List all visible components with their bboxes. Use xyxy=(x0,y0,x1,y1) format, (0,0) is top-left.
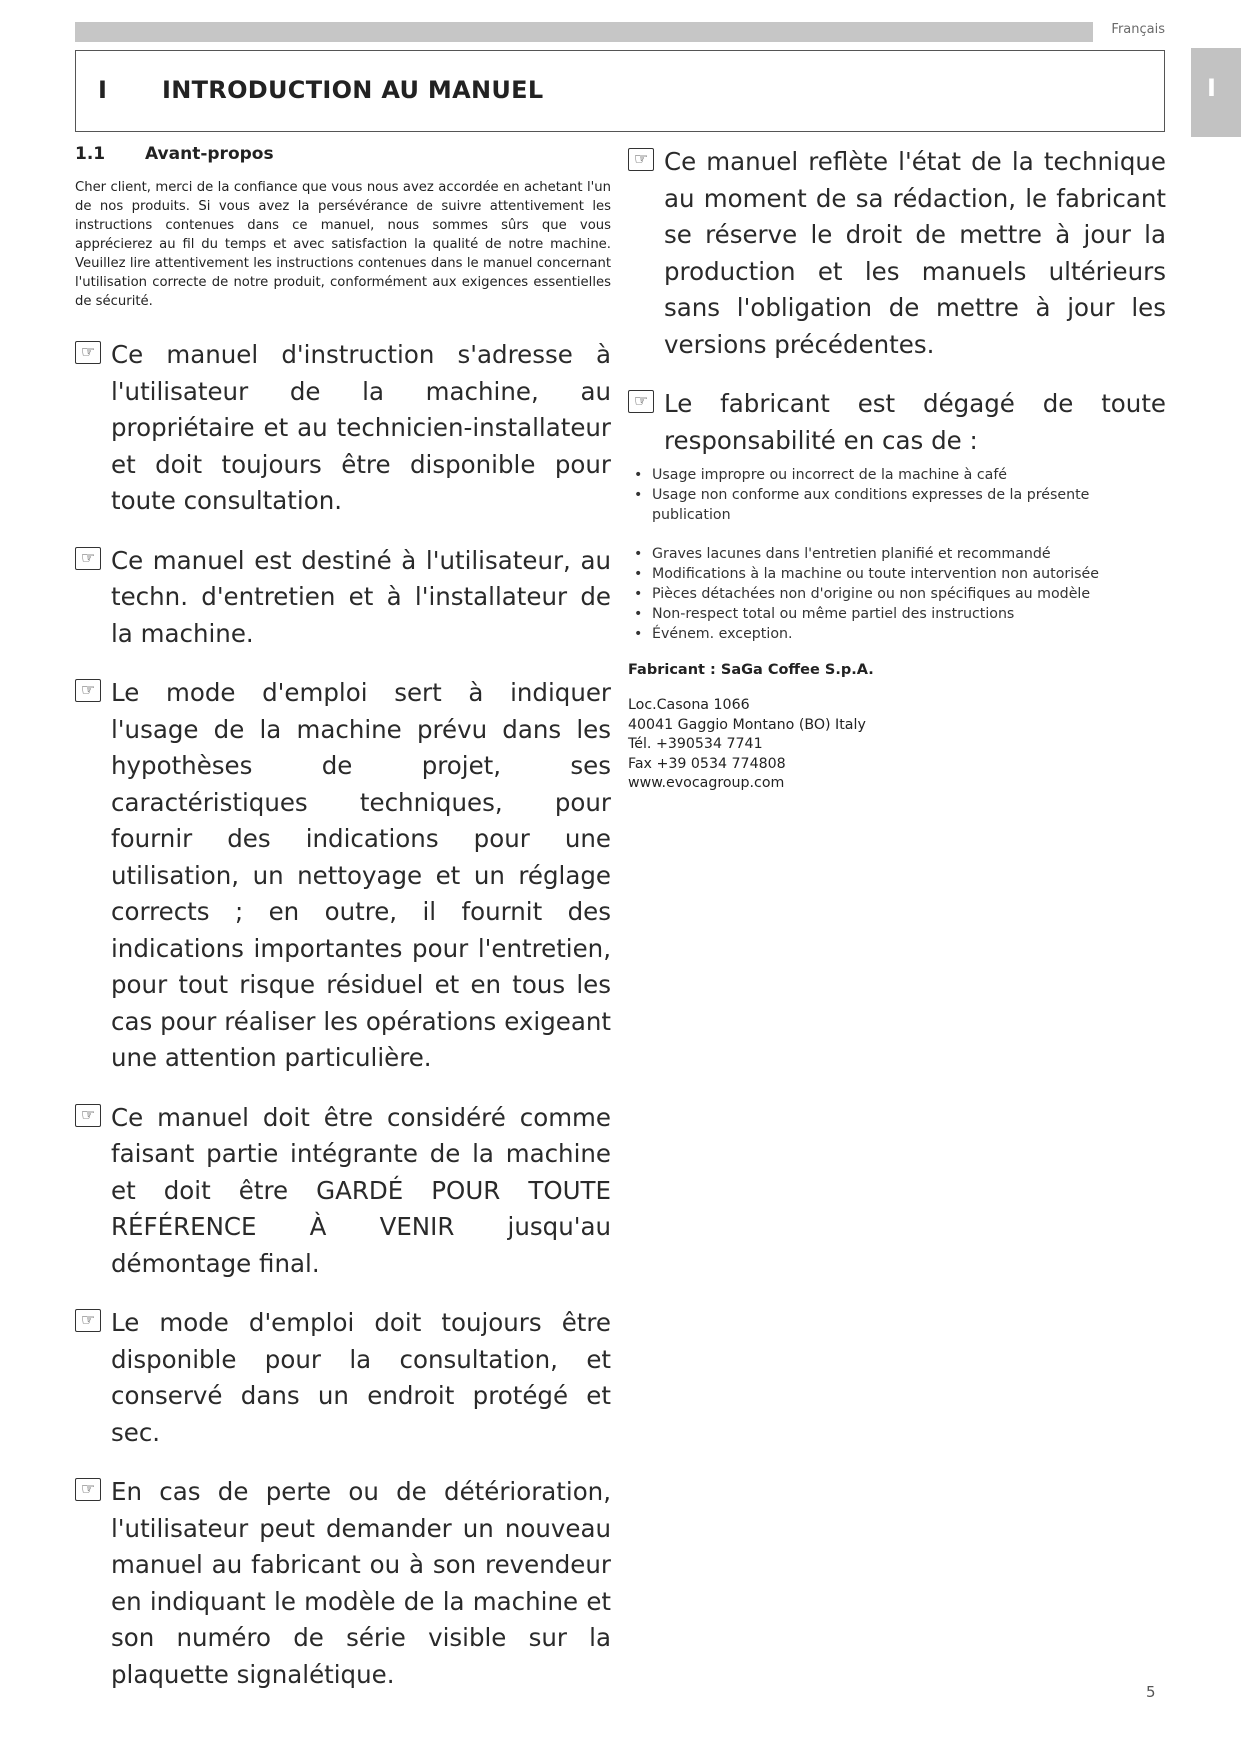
list-item: • Modifications à la machine ou toute intervention non autorisée xyxy=(632,564,1166,584)
section-heading xyxy=(75,144,611,164)
chapter-number: I xyxy=(98,76,107,104)
note-item xyxy=(75,543,611,653)
pointing-hand-icon: ☞ xyxy=(75,1309,101,1332)
note-text: Ce manuel doit être considéré comme faisant partie intégrante de la machine et doit être GARDÉ POUR TOUTE RÉFÉRENCE À VENIR jusqu'au démontage final. xyxy=(111,1102,611,1278)
website-line: www.evocagroup.com xyxy=(628,775,785,791)
pointing-hand-icon: ☞ xyxy=(75,341,101,364)
phone-line: Tél. +390534 7741 xyxy=(628,736,763,752)
address-line: Loc.Casona 1066 xyxy=(628,697,750,713)
language-label: Français xyxy=(1111,22,1165,37)
note-item xyxy=(75,1474,611,1693)
note-text: Le mode d'emploi doit toujours être disponible pour la consultation, et conservé dans un endroit protégé et sec. xyxy=(111,1308,611,1447)
pointing-hand-icon: ☞ xyxy=(628,390,654,413)
chapter-heading xyxy=(75,50,1165,132)
page-number: 5 xyxy=(1146,1683,1156,1701)
list-item: • Pièces détachées non d'origine ou non spécifiques au modèle xyxy=(632,584,1166,604)
list-item: • Non-respect total ou même partiel des instructions xyxy=(632,604,1166,624)
section-title: Avant-propos xyxy=(145,144,274,164)
intro-paragraph: Cher client, merci de la confiance que vous nous avez accordée en achetant l'un de nos produits. Si vous avez la persévérance de suivre attentivement les instructions contenues dans ce manuel, nous sommes sûrs que vous apprécierez au fil du temps et avec satisfaction la qualité de notre machine. Veuillez lire attentivement les instructions contenues dans le manuel concernant l'utilisation correcte de notre produit, conformément aux exigences essentielles de sécurité. xyxy=(75,180,611,309)
manufacturer-title: Fabricant : SaGa Coffee S.p.A. xyxy=(628,662,874,678)
manufacturer-address xyxy=(628,696,1166,794)
liability-list xyxy=(628,465,1166,525)
note-item xyxy=(75,1100,611,1283)
pointing-hand-icon: ☞ xyxy=(75,1478,101,1501)
note-text: Le fabricant est dégagé de toute responsabilité en cas de : xyxy=(664,389,1166,455)
liability-list-continued xyxy=(628,544,1166,644)
note-text: Ce manuel d'instruction s'adresse à l'utilisateur de la machine, au propriétaire et au technicien-installateur et doit toujours être disponible pour toute consultation. xyxy=(111,340,611,515)
list-item: • Événem. exception. xyxy=(632,624,1166,644)
list-item: • Graves lacunes dans l'entretien planifié et recommandé xyxy=(632,544,1166,564)
pointing-hand-icon: ☞ xyxy=(628,148,654,171)
pointing-hand-icon: ☞ xyxy=(75,547,101,570)
note-item xyxy=(75,675,611,1077)
chapter-title: INTRODUCTION AU MANUEL xyxy=(162,76,544,104)
list-item: • Usage non conforme aux conditions expresses de la présente publication xyxy=(632,485,1166,525)
list-item: • Usage impropre ou incorrect de la machine à café xyxy=(632,465,1166,485)
fax-line: Fax +39 0534 774808 xyxy=(628,755,786,772)
note-item xyxy=(628,144,1166,363)
note-item xyxy=(628,386,1166,459)
note-text: Ce manuel est destiné à l'utilisateur, au techn. d'entretien et à l'installateur de la machine. xyxy=(111,545,611,648)
address-line: 40041 Gaggio Montano (BO) Italy xyxy=(628,716,866,733)
section-number: 1.1 xyxy=(75,144,106,164)
note-item xyxy=(75,1305,611,1451)
pointing-hand-icon: ☞ xyxy=(75,1104,101,1127)
note-text: Le mode d'emploi sert à indiquer l'usage de la machine prévu dans les hypothèses de projet, ses caractéristiques techniques, pour fournir des indications pour une utilisation, un nettoyage et un réglage corrects ; en outre, il fournit des indications importantes pour l'entretien, pour tout risque résiduel et en tous les cas pour réaliser les opérations exigeant une attention particulière. xyxy=(111,678,611,1072)
side-tab-label: I xyxy=(1207,74,1216,102)
note-text: En cas de perte ou de détérioration, l'utilisateur peut demander un nouveau manuel au fabricant ou à son revendeur en indiquant le modèle de la machine et son numéro de série visible sur la plaquette signalétique. xyxy=(111,1477,611,1689)
note-text: Ce manuel reflète l'état de la technique au moment de sa rédaction, le fabricant se réserve le droit de mettre à jour la production et les manuels ultérieurs sans l'obligation de mettre à jour les versions précédentes. xyxy=(664,147,1166,359)
pointing-hand-icon: ☞ xyxy=(75,679,101,702)
header-bar xyxy=(75,22,1093,42)
chapter-side-tab xyxy=(1191,48,1241,137)
note-item xyxy=(75,337,611,520)
right-column xyxy=(628,144,1166,794)
left-column xyxy=(75,144,611,1716)
